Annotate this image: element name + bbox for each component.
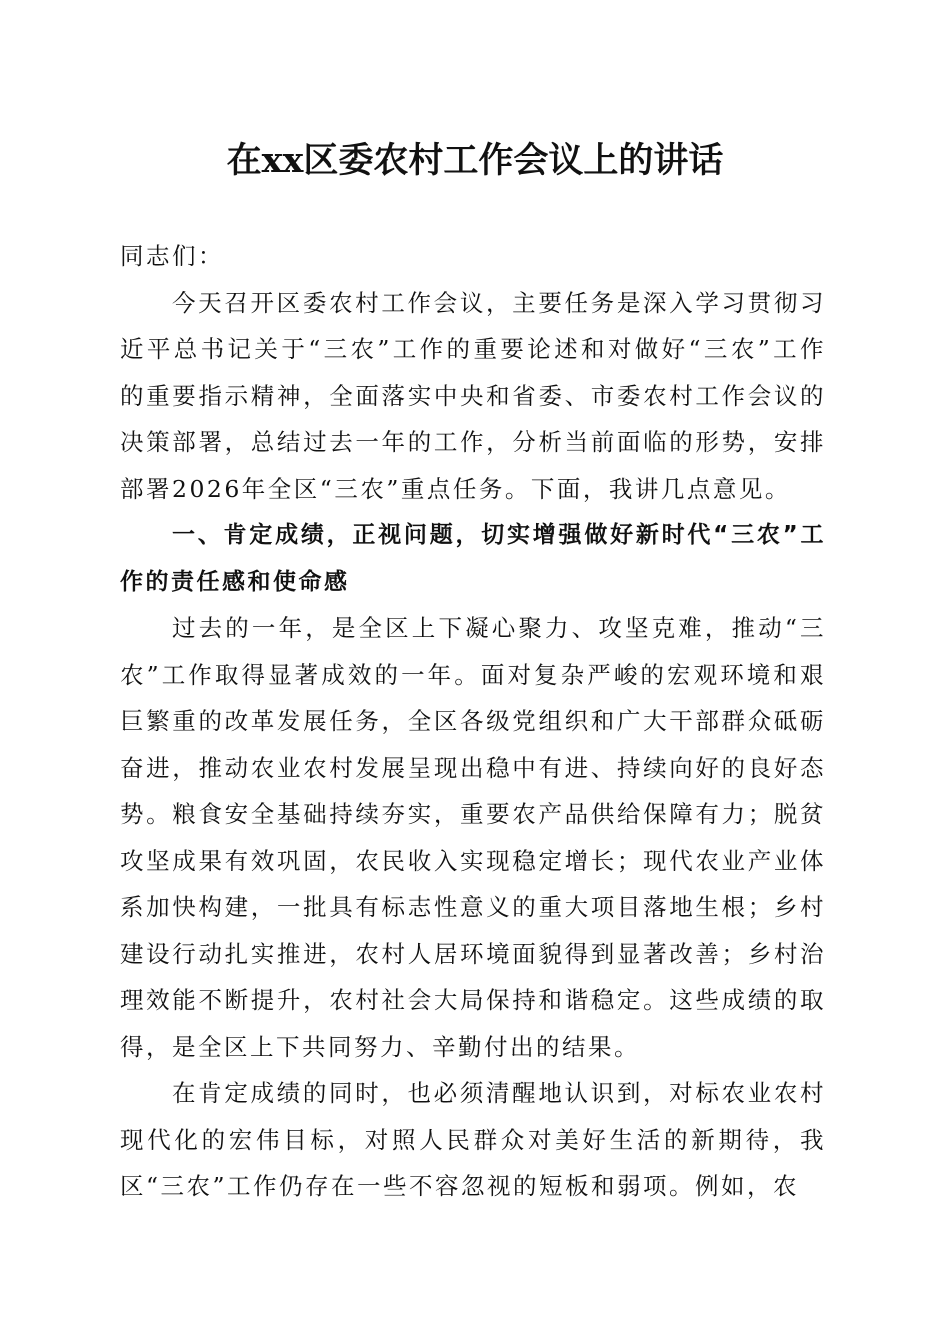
intro-paragraph: 今天召开区委农村工作会议，主要任务是深入学习贯彻习近平总书记关于“三农”工作的重要论述和对做好“三农”工作的重要指示精神，全面落实中央和省委、市委农村工作会议的决策部署，总结过去一年的工作，分析当前面临的形势，安排部署2026年全区“三农”重点任务。下面，我讲几点意见。 [120,288,826,503]
section-heading-1: 一、肯定成绩，正视问题，切实增强做好新时代“三农”工作的责任感和使命感 [120,522,826,595]
body-paragraph: 过去的一年，是全区上下凝心聚力、攻坚克难，推动“三农”工作取得显著成效的一年。面对复杂严峻的宏观环境和艰巨繁重的改革发展任务，全区各级党组织和广大干部群众砥砺奋进，推动农业农村发展呈现出稳中有进、持续向好的良好态势。粮食安全基础持续夯实，重要农产品供给保障有力；脱贫攻坚成果有效巩固，农民收入实现稳定增长；现代农业产业体系加快构建，一批具有标志性意义的重大项目落地生根；乡村建设行动扎实推进，农村人居环境面貌得到显著改善；乡村治理效能不断提升，农村社会大局保持和谐稳定。这些成绩的取得，是全区上下共同努力、辛勤付出的结果。 [120,614,826,1061]
body-paragraph: 在肯定成绩的同时，也必须清醒地认识到，对标农业农村现代化的宏伟目标，对照人民群众对美好生活的新期待，我区“三农”工作仍存在一些不容忽视的短板和弱项。例如，农 [120,1079,826,1200]
document-body [120,233,826,1210]
document-title: 在xx区委农村工作会议上的讲话 [226,140,724,181]
salutation: 同志们： [120,242,224,270]
